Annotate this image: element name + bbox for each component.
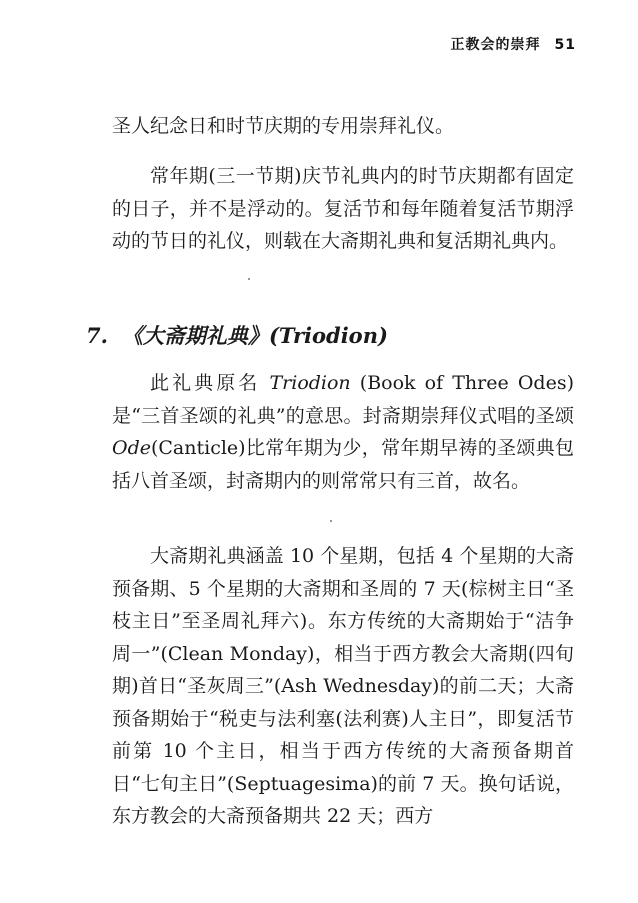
section-number: 7. (86, 323, 108, 348)
page-number: 51 (554, 37, 576, 53)
section-title: 《大斋期礼典》 (121, 323, 269, 348)
text-run: (Book of Three Odes)是“三首圣颂的礼典”的意思。封斋期崇拜仪式唱的圣颂 (112, 372, 574, 427)
latin-term-triodion: Triodion (269, 372, 351, 394)
print-speck (330, 520, 332, 522)
section-subtitle: (Triodion) (268, 323, 388, 348)
paragraph-triodion-name (112, 367, 574, 497)
running-title: 正教会的崇拜 (450, 37, 541, 53)
text-run: (Canticle)比常年期为少，常年期早祷的圣颂典包括八首圣颂，封斋期内的则常常只有三首，故名。 (112, 437, 574, 492)
section-heading (86, 320, 566, 350)
running-head (451, 34, 576, 54)
latin-term-ode: Ode (112, 437, 151, 459)
text-run: 此礼典原名 (150, 372, 270, 394)
print-speck (248, 278, 250, 280)
paragraph-lent-structure: 大斋期礼典涵盖 10 个星期，包括 4 个星期的大斋预备期、5 个星期的大斋期和圣周的 7 天(棕树主日“圣枝主日”至圣周礼拜六)。东方传统的大斋期始于“洁争周一”(Clean Monday)，相当于西方教会大斋期(四旬期)首日“圣灰周三”(Ash Wednesday)的前二天；大斋预备期始于“税吏与法利塞(法利赛)人主日”，即复活节前第 10 个主日，相当于西方传统的大斋预备期首日“七旬主日”(Septuagesima)的前 7 天。换句话说，东方教会的大斋预备期共 22 天；西方 (112, 545, 574, 827)
paragraph-continuation: 圣人纪念日和时节庆期的专用崇拜礼仪。 (112, 115, 455, 137)
paragraph-ordinary-time: 常年期(三一节期)庆节礼典内的时节庆期都有固定的日子，并不是浮动的。复活节和每年随着复活节期浮动的节日的礼仪，则载在大斋期礼典和复活期礼典内。 (112, 165, 574, 252)
